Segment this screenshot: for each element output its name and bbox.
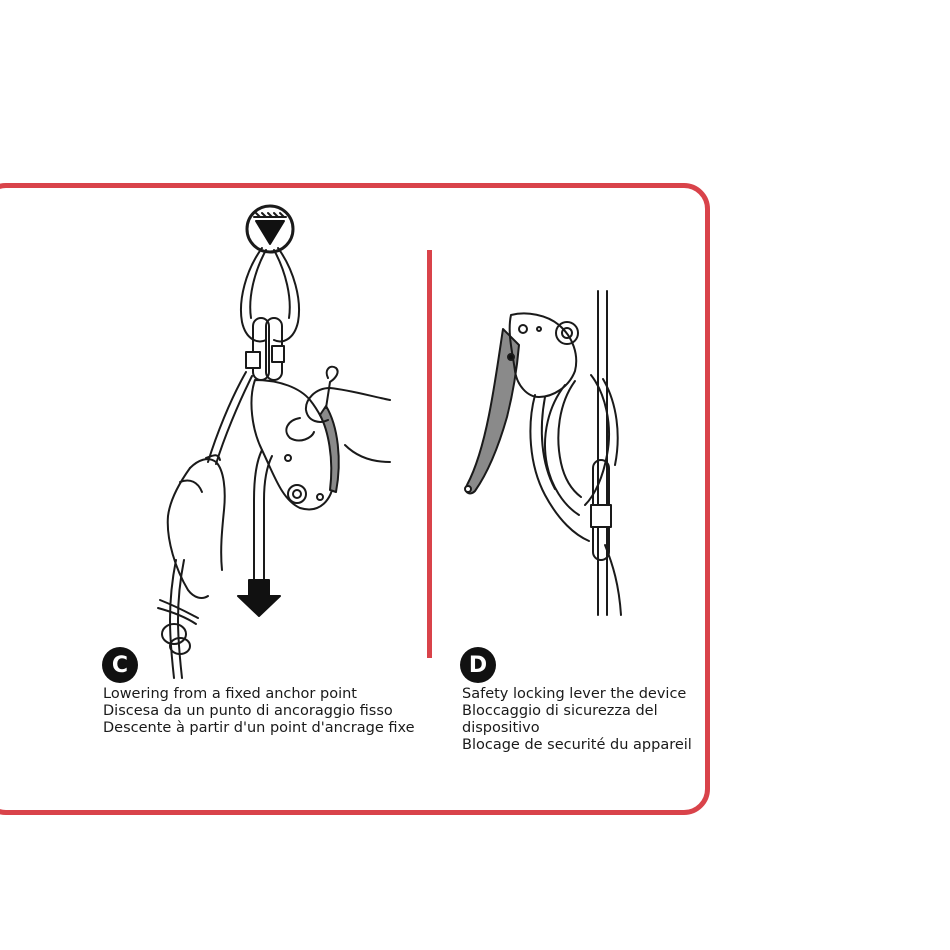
anchor-point-icon — [247, 206, 293, 252]
panel-c-badge: C — [102, 647, 138, 683]
panel-d-caption — [462, 686, 692, 754]
caption-line: Bloccaggio di sicurezza del — [462, 703, 658, 719]
caption-line: Discesa da un punto di ancoraggio fisso — [103, 703, 393, 719]
caption-line: Lowering from a fixed anchor point — [103, 686, 357, 702]
caption-line: Blocage de securité du appareil — [462, 737, 692, 753]
locking-lever-illustration — [455, 285, 645, 625]
panel-d-badge: D — [460, 647, 496, 683]
down-arrow-icon — [238, 580, 280, 616]
caption-line: Descente à partir d'un point d'ancrage fixe — [103, 720, 415, 736]
panel-c-caption — [103, 686, 415, 737]
caption-line: dispositivo — [462, 720, 540, 736]
panel-divider — [427, 250, 432, 658]
caption-line: Safety locking lever the device — [462, 686, 687, 702]
lowering-illustration — [150, 200, 410, 690]
